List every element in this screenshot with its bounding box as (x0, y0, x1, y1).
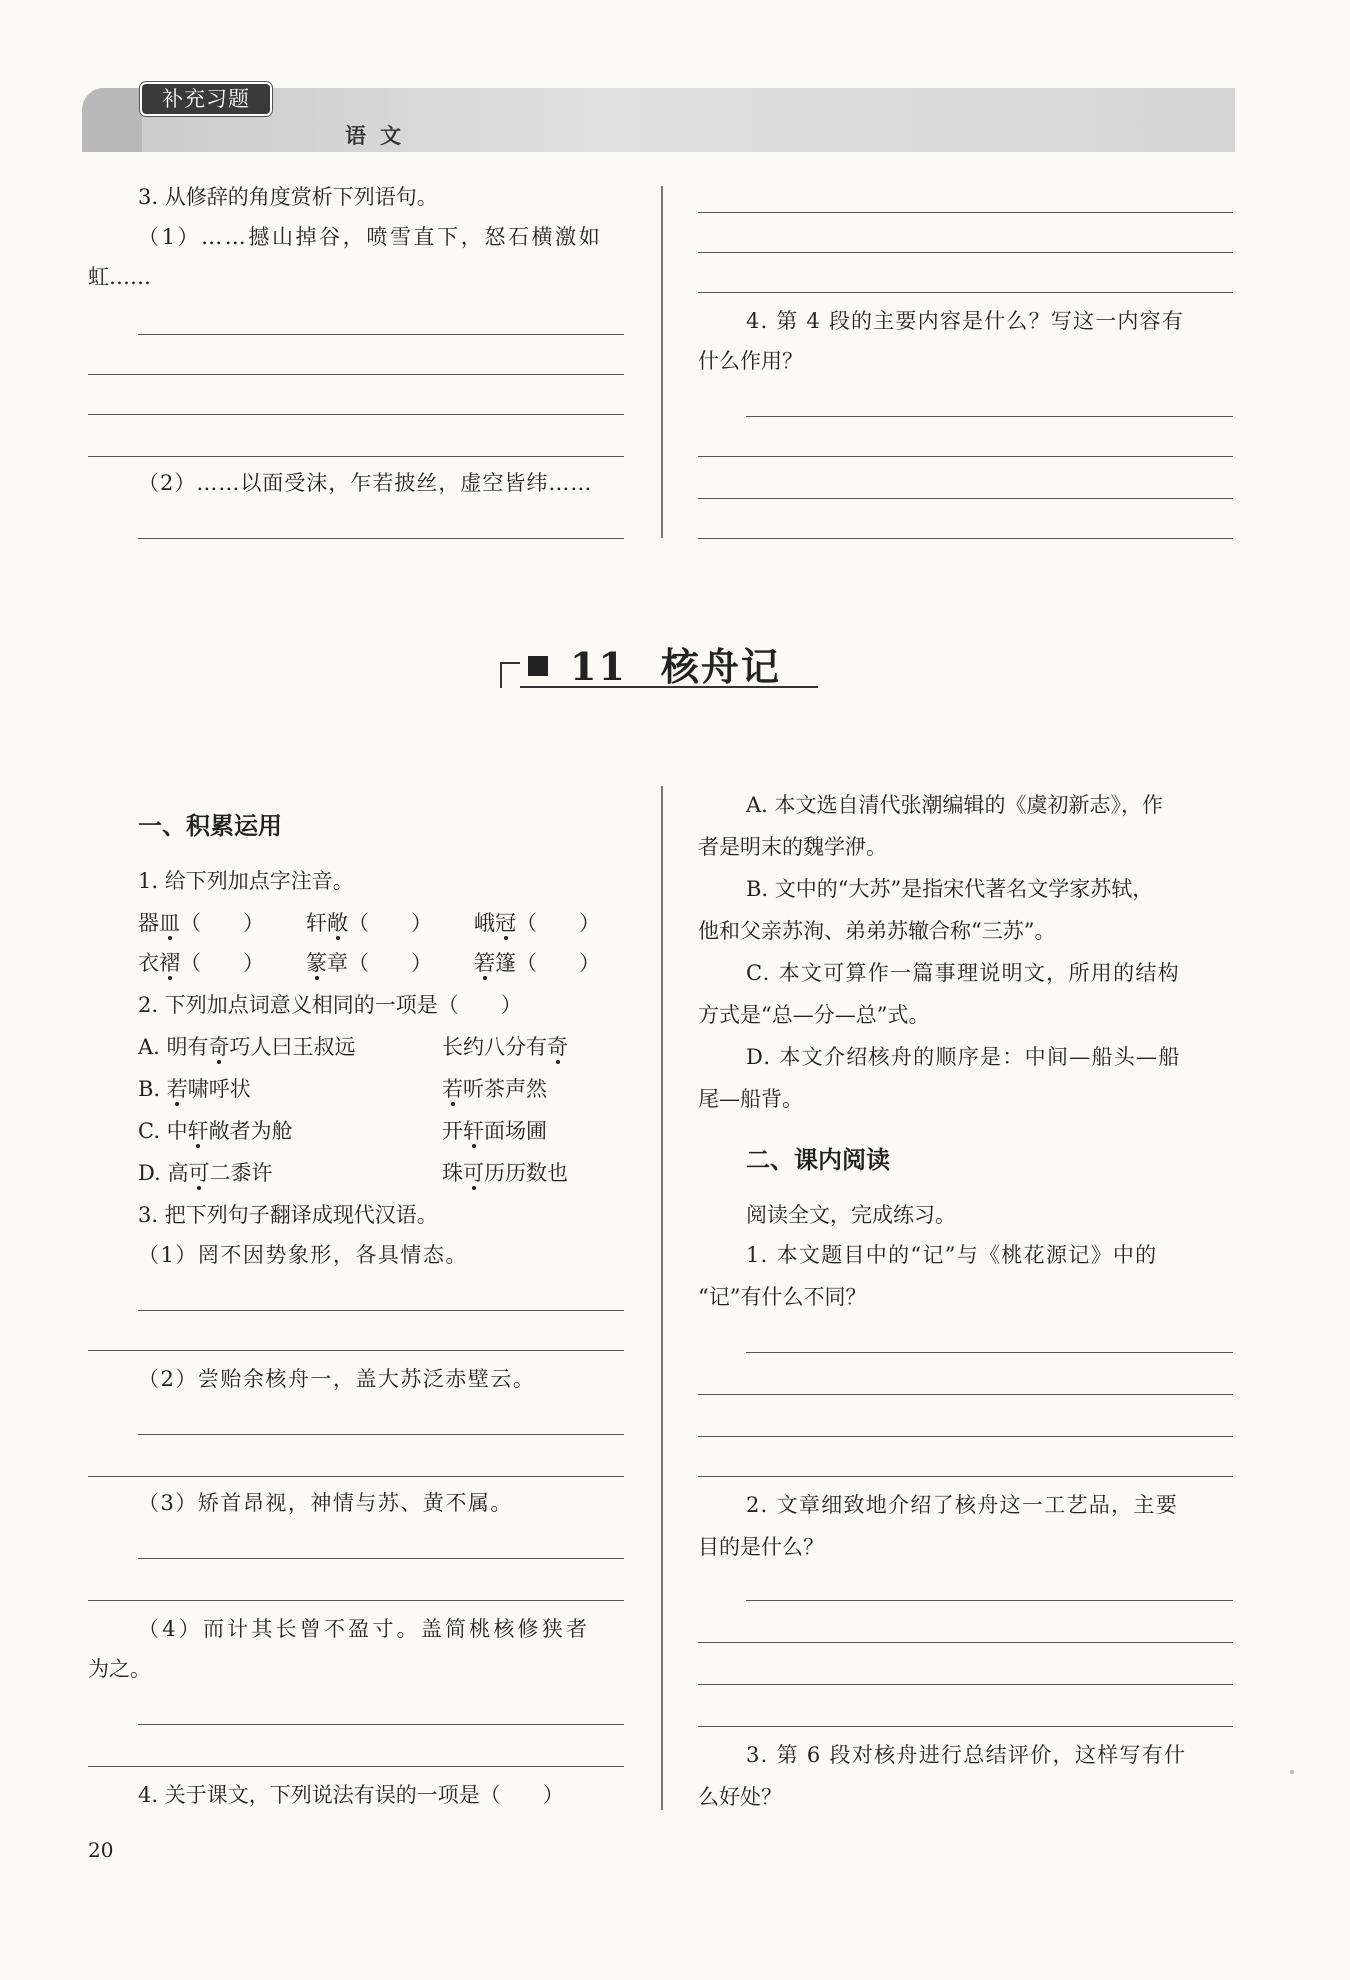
answer-line (698, 1476, 1233, 1477)
word-part: 衣 (138, 951, 159, 975)
word-part: B. (138, 1077, 167, 1101)
answer-line (138, 334, 624, 335)
answer-blank: （ ） (180, 911, 264, 935)
page-number: 20 (88, 1838, 114, 1862)
answer-line (88, 1766, 624, 1767)
word-part: 面场圃 (484, 1119, 547, 1143)
word-part: 二黍许 (209, 1161, 273, 1185)
answer-line (138, 1434, 624, 1435)
answer-line (88, 1350, 624, 1351)
optA-a: A. 本文选自清代张潮编辑的《虞初新志》，作 (746, 793, 1164, 817)
answer-line (88, 414, 624, 415)
answer-line (698, 1642, 1233, 1643)
pinyin-item (474, 908, 600, 938)
answer-blank: （ ） (180, 951, 264, 975)
optD-b: 尾—船背。 (698, 1087, 803, 1111)
answer-line (138, 1724, 624, 1725)
r-q2-a: 2. 文章细致地介绍了核舟这一工艺品，主要 (746, 1493, 1179, 1517)
lesson-title (570, 636, 781, 691)
dotted-char: 可 (463, 1161, 484, 1185)
optB-b: 他和父亲苏洵、弟弟苏辙合称“三苏”。 (698, 919, 1056, 943)
r-q3-b: 么好处？ (698, 1785, 782, 1809)
dotted-char: 奇 (547, 1035, 568, 1059)
answer-blank: （ ） (348, 911, 432, 935)
answer-line (698, 252, 1233, 253)
word-part: A. 明有 (138, 1035, 209, 1059)
column-divider-bottom (661, 786, 663, 1810)
s1-q2: 2. 下列加点词意义相同的一项是（ ） (138, 993, 522, 1017)
header-subject: 语文 (345, 124, 415, 148)
q2-option-left (138, 1074, 251, 1104)
pinyin-item (474, 948, 600, 978)
answer-blank: （ ） (348, 951, 432, 975)
word-part: 轩 (306, 911, 327, 935)
optD-a: D. 本文介绍核舟的顺序是：中间—船头—船 (746, 1045, 1181, 1069)
answer-line (698, 1684, 1233, 1685)
q3-rhetoric: 3. 从修辞的角度赏析下列语句。 (138, 185, 438, 209)
scan-speck (1290, 1770, 1294, 1774)
q3-1-line-b: 虹…… (88, 265, 151, 289)
r-q3-a: 3. 第 6 段对核舟进行总结评价，这样写有什 (746, 1743, 1187, 1767)
r-q1-a: 1. 本文题目中的“记”与《桃花源记》中的 (746, 1243, 1158, 1267)
s1-q4: 4. 关于课文，下列说法有误的一项是（ ） (138, 1783, 564, 1807)
section2-heading: 二、课内阅读 (746, 1146, 890, 1174)
q4-b: 什么作用？ (698, 349, 803, 373)
s1-q3-1: （1）罔不因势象形，各具情态。 (138, 1243, 468, 1267)
dotted-char: 冠 (495, 911, 516, 935)
s1-q3-3: （3）矫首昂视，神情与苏、黄不属。 (138, 1491, 513, 1515)
answer-line (698, 498, 1233, 499)
answer-line (746, 1352, 1233, 1353)
dotted-char: 箬 (474, 951, 495, 975)
word-part: 珠 (442, 1161, 463, 1185)
pinyin-item (138, 908, 264, 938)
answer-line (698, 538, 1233, 539)
answer-line (698, 212, 1233, 213)
pinyin-item (306, 908, 432, 938)
answer-blank: （ ） (516, 951, 600, 975)
dotted-char: 若 (442, 1077, 463, 1101)
word-part: 听茶声然 (463, 1077, 547, 1101)
q2-option-right (442, 1074, 547, 1104)
answer-line (138, 1558, 624, 1559)
header-tag: 补充习题 (140, 82, 272, 116)
answer-line (698, 1436, 1233, 1437)
section1-heading: 一、积累运用 (138, 812, 282, 840)
answer-blank: （ ） (516, 911, 600, 935)
answer-line (88, 456, 624, 457)
q2-option-right (442, 1158, 568, 1188)
answer-line (138, 1310, 624, 1311)
answer-line (88, 1476, 624, 1477)
answer-line (746, 416, 1233, 417)
s1-q3-4-a: （4）而计其长曾不盈寸。盖简桃核修狭者 (138, 1617, 591, 1641)
q2-option-right (442, 1032, 568, 1062)
reading-instruction: 阅读全文，完成练习。 (746, 1203, 956, 1227)
answer-line (88, 374, 624, 375)
pinyin-item (306, 948, 432, 978)
optA-b: 者是明末的魏学洢。 (698, 835, 887, 859)
dotted-char: 皿 (159, 911, 180, 935)
lesson-name: 核舟记 (660, 644, 781, 689)
word-part: C. 中 (138, 1119, 188, 1143)
dotted-char: 奇 (208, 1035, 230, 1059)
s1-q3: 3. 把下列句子翻译成现代汉语。 (138, 1203, 438, 1227)
word-part: 巧人曰王叔远 (229, 1035, 356, 1059)
s1-q3-4-b: 为之。 (88, 1657, 151, 1681)
s1-q3-2: （2）尝贻余核舟一，盖大苏泛赤壁云。 (138, 1367, 536, 1391)
dotted-char: 若 (166, 1077, 188, 1101)
word-part: 敞者为舱 (208, 1119, 293, 1143)
q2-option-right (442, 1116, 547, 1146)
q3-1-line-a: （1）……撼山掉谷，喷雪直下，怒石横激如 (138, 225, 603, 249)
q2-option-left (138, 1032, 356, 1062)
s1-q1: 1. 给下列加点字注音。 (138, 869, 354, 893)
r-q1-b: “记”有什么不同？ (698, 1285, 867, 1309)
q2-option-left (138, 1116, 293, 1146)
optC-a: C. 本文可算作一篇事理说明文，所用的结构 (746, 961, 1180, 985)
optC-b: 方式是“总—分—总”式。 (698, 1003, 930, 1027)
dotted-char: 褶 (159, 951, 180, 975)
title-bracket (500, 662, 520, 688)
pinyin-item (138, 948, 264, 978)
q4-a: 4. 第 4 段的主要内容是什么？写这一内容有 (746, 309, 1185, 333)
dotted-char: 篆 (306, 951, 327, 975)
dotted-char: 轩 (463, 1119, 484, 1143)
column-divider-top (661, 186, 663, 538)
answer-line (138, 538, 624, 539)
word-part: 峨 (474, 911, 495, 935)
dotted-char: 可 (188, 1161, 210, 1185)
word-part: 篷 (495, 951, 516, 975)
word-part: 器 (138, 911, 159, 935)
q3-2: （2）……以面受沫，乍若披丝，虚空皆纬…… (138, 471, 593, 495)
answer-line (698, 456, 1233, 457)
word-part: 历历数也 (484, 1161, 568, 1185)
answer-line (746, 1600, 1233, 1601)
word-part: 开 (442, 1119, 463, 1143)
word-part: 啸呼状 (187, 1077, 251, 1101)
dotted-char: 敞 (327, 911, 348, 935)
word-part: 长约八分有 (442, 1035, 547, 1059)
answer-line (698, 1394, 1233, 1395)
q2-option-left (138, 1158, 272, 1188)
r-q2-b: 目的是什么？ (698, 1535, 824, 1559)
dotted-char: 轩 (187, 1119, 209, 1143)
word-part: D. 高 (138, 1161, 189, 1185)
title-square-icon (528, 656, 548, 676)
optB-a: B. 文中的“大苏”是指宋代著名文学家苏轼， (746, 877, 1154, 901)
word-part: 章 (327, 951, 348, 975)
header-curve (82, 88, 142, 152)
lesson-number: 11 (570, 644, 627, 689)
answer-line (698, 1726, 1233, 1727)
answer-line (88, 1600, 624, 1601)
answer-line (698, 292, 1233, 293)
